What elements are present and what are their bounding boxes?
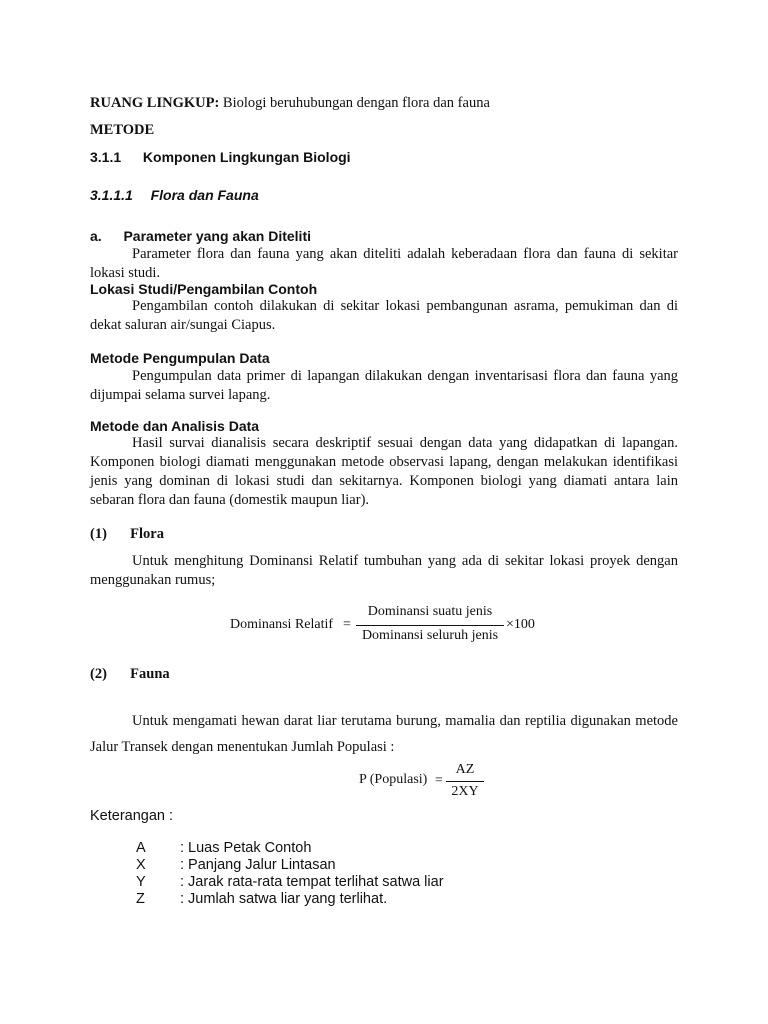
subsection-title: Flora dan Fauna bbox=[150, 187, 259, 203]
legend-key: Z bbox=[136, 891, 145, 907]
collection-heading: Metode Pengumpulan Data bbox=[90, 350, 270, 366]
analysis-paragraph: Hasil survai dianalisis secara deskriptif sesuai dengan data yang didapatkan di lapangan. Komponen biologi diamati menggunakan metode observasi lapang, dengan melakukan identifikasi jenis yang dominan di lokasi studi dan sekitarnya. Komponen biologi yang diamati antara lain sebaran flora dan fauna (domestik maupun liar). bbox=[90, 435, 678, 508]
legend-key: Y bbox=[136, 874, 146, 890]
fauna-heading bbox=[90, 665, 170, 684]
section-title: Komponen Lingkungan Biologi bbox=[142, 149, 351, 165]
flora-heading bbox=[90, 525, 164, 544]
fauna-formula-denominator: 2XY bbox=[451, 784, 479, 799]
section-number: 3.1.1 bbox=[90, 149, 122, 165]
fauna-title: Fauna bbox=[130, 666, 170, 682]
legend-desc: : Panjang Jalur Lintasan bbox=[180, 857, 336, 873]
fauna-formula-numerator: AZ bbox=[455, 762, 475, 777]
flora-paragraph: Untuk menghitung Dominansi Relatif tumbuhan yang ada di sekitar lokasi proyek dengan menggunakan rumus; bbox=[90, 553, 678, 588]
fauna-formula-lhs: P (Populasi) bbox=[359, 772, 428, 787]
fauna-fraction-bar bbox=[446, 781, 484, 782]
location-paragraph: Pengambilan contoh dilakukan di sekitar lokasi pembangunan asrama, pemukiman dan di dekat saluran air/sungai Ciapus. bbox=[90, 298, 678, 333]
param-marker: a. bbox=[90, 228, 102, 244]
scope-label: RUANG LINGKUP: bbox=[90, 95, 220, 111]
fauna-formula-eq: = bbox=[435, 773, 443, 788]
analysis-heading: Metode dan Analisis Data bbox=[90, 418, 260, 434]
subsection-heading bbox=[90, 187, 259, 203]
param-heading bbox=[90, 228, 311, 244]
flora-number: (1) bbox=[90, 526, 107, 542]
flora-fraction-bar bbox=[356, 625, 504, 626]
legend-desc: : Jumlah satwa liar yang terlihat. bbox=[180, 891, 388, 907]
legend-title: Keterangan : bbox=[90, 808, 174, 824]
fauna-paragraph: Untuk mengamati hewan darat liar terutama burung, mamalia dan reptilia digunakan metode Jalur Transek dengan menentukan Jumlah Populasi : bbox=[90, 713, 678, 755]
legend-key: A bbox=[136, 840, 146, 856]
section-heading bbox=[90, 149, 351, 165]
subsection-number: 3.1.1.1 bbox=[90, 187, 133, 203]
legend-desc: : Luas Petak Contoh bbox=[180, 840, 312, 856]
legend-desc: : Jarak rata-rata tempat terlihat satwa liar bbox=[180, 874, 444, 890]
legend-key: X bbox=[136, 857, 146, 873]
flora-formula-multiplier: ×100 bbox=[506, 617, 535, 632]
scope-text: Biologi beruhubungan dengan flora dan fauna bbox=[222, 95, 490, 111]
flora-formula-numerator: Dominansi suatu jenis bbox=[367, 604, 493, 619]
location-heading: Lokasi Studi/Pengambilan Contoh bbox=[90, 281, 318, 297]
flora-formula-denominator: Dominansi seluruh jenis bbox=[361, 628, 499, 643]
flora-formula-eq: = bbox=[343, 617, 351, 632]
scope-line bbox=[90, 94, 490, 113]
fauna-number: (2) bbox=[90, 666, 107, 682]
param-paragraph: Parameter flora dan fauna yang akan diteliti adalah keberadaan flora dan fauna di sekitar lokasi studi. bbox=[90, 246, 678, 281]
flora-title: Flora bbox=[130, 526, 164, 542]
collection-paragraph: Pengumpulan data primer di lapangan dilakukan dengan inventarisasi flora dan fauna yang dijumpai selama survei lapang. bbox=[90, 368, 678, 403]
flora-formula-lhs: Dominansi Relatif bbox=[230, 617, 334, 632]
param-title: Parameter yang akan Diteliti bbox=[123, 228, 311, 244]
method-title: METODE bbox=[90, 122, 155, 138]
